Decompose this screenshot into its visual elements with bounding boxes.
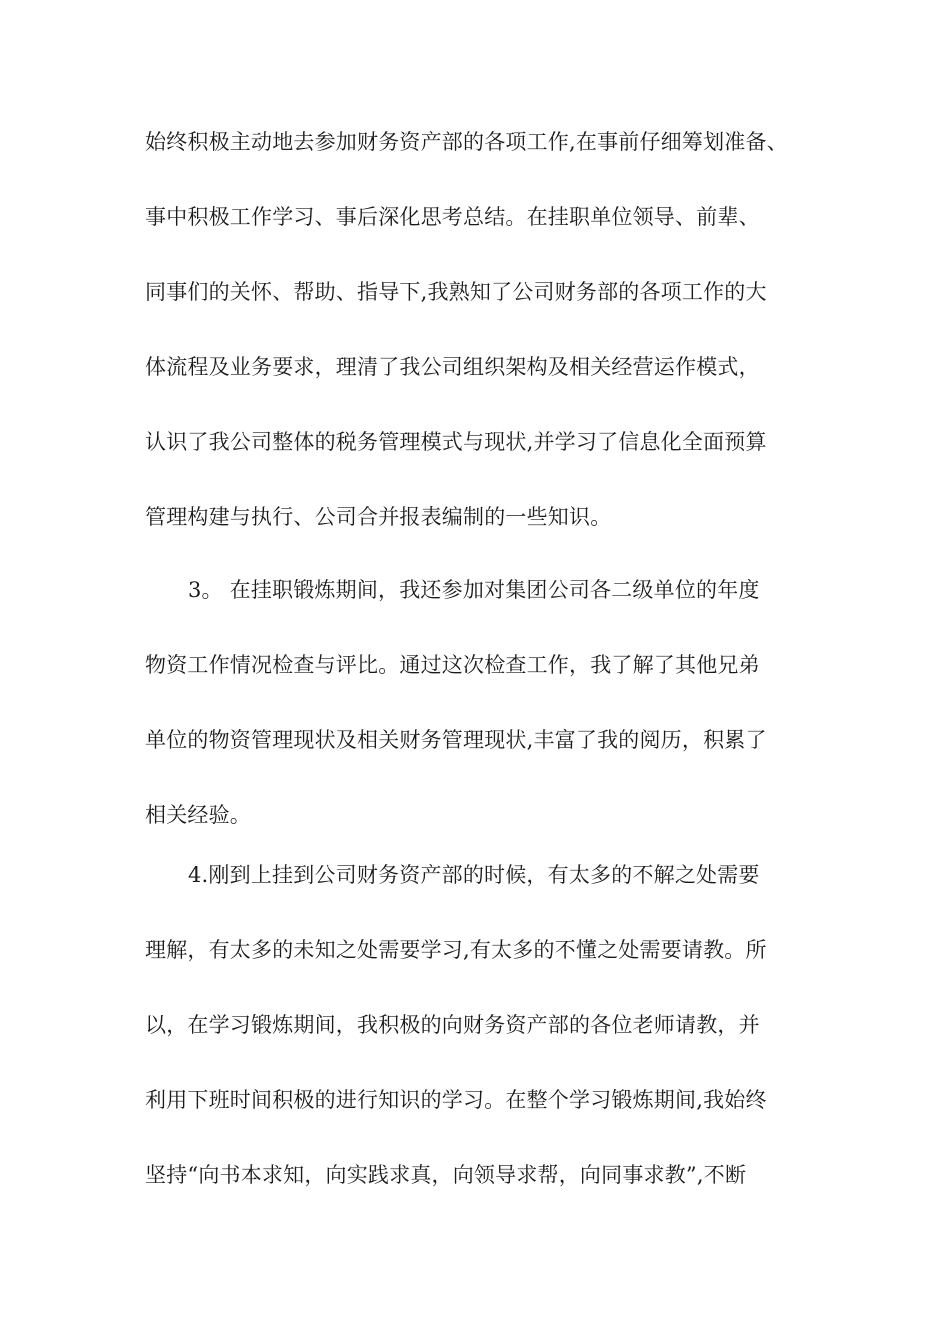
- text-line-10: 相关经验。: [145, 803, 251, 827]
- text-line-2: 事中积极工作学习、事后深化思考总结。在挂职单位领导、前辈、: [145, 205, 760, 229]
- text-line-13: 以，在学习锻炼期间，我积极的向财务资产部的各位老师请教，并: [145, 1013, 760, 1037]
- text-line-3: 同事们的关怀、帮助、指导下,我熟知了公司财务部的各项工作的大: [145, 280, 767, 304]
- text-line-6: 管理构建与执行、公司合并报表编制的一些知识。: [145, 505, 612, 529]
- text-line-4: 体流程及业务要求，理清了我公司组织架构及相关经营运作模式，: [145, 355, 760, 379]
- text-line-9: 单位的物资管理现状及相关财务管理现状,丰富了我的阅历，积累了: [145, 728, 767, 752]
- text-line-14: 利用下班时间积极的进行知识的学习。在整个学习锻炼期间,我始终: [145, 1088, 767, 1112]
- text-line-5: 认识了我公司整体的税务管理模式与现状,并学习了信息化全面预算: [145, 430, 767, 454]
- text-line-1: 始终积极主动地去参加财务资产部的各项工作,在事前仔细筹划准备、: [145, 130, 788, 154]
- text-line-8: 物资工作情况检查与评比。通过这次检查工作，我了解了其他兄弟: [145, 653, 760, 677]
- text-line-12: 理解，有太多的未知之处需要学习,有太多的不懂之处需要请教。所: [145, 938, 767, 962]
- text-line-11: 4.刚到上挂到公司财务资产部的时候，有太多的不解之处需要: [188, 863, 760, 887]
- text-line-7: 3。 在挂职锻炼期间，我还参加对集团公司各二级单位的年度: [188, 578, 760, 602]
- text-line-15: 坚持“向书本求知，向实践求真，向领导求帮，向同事求教”,不断: [145, 1163, 747, 1187]
